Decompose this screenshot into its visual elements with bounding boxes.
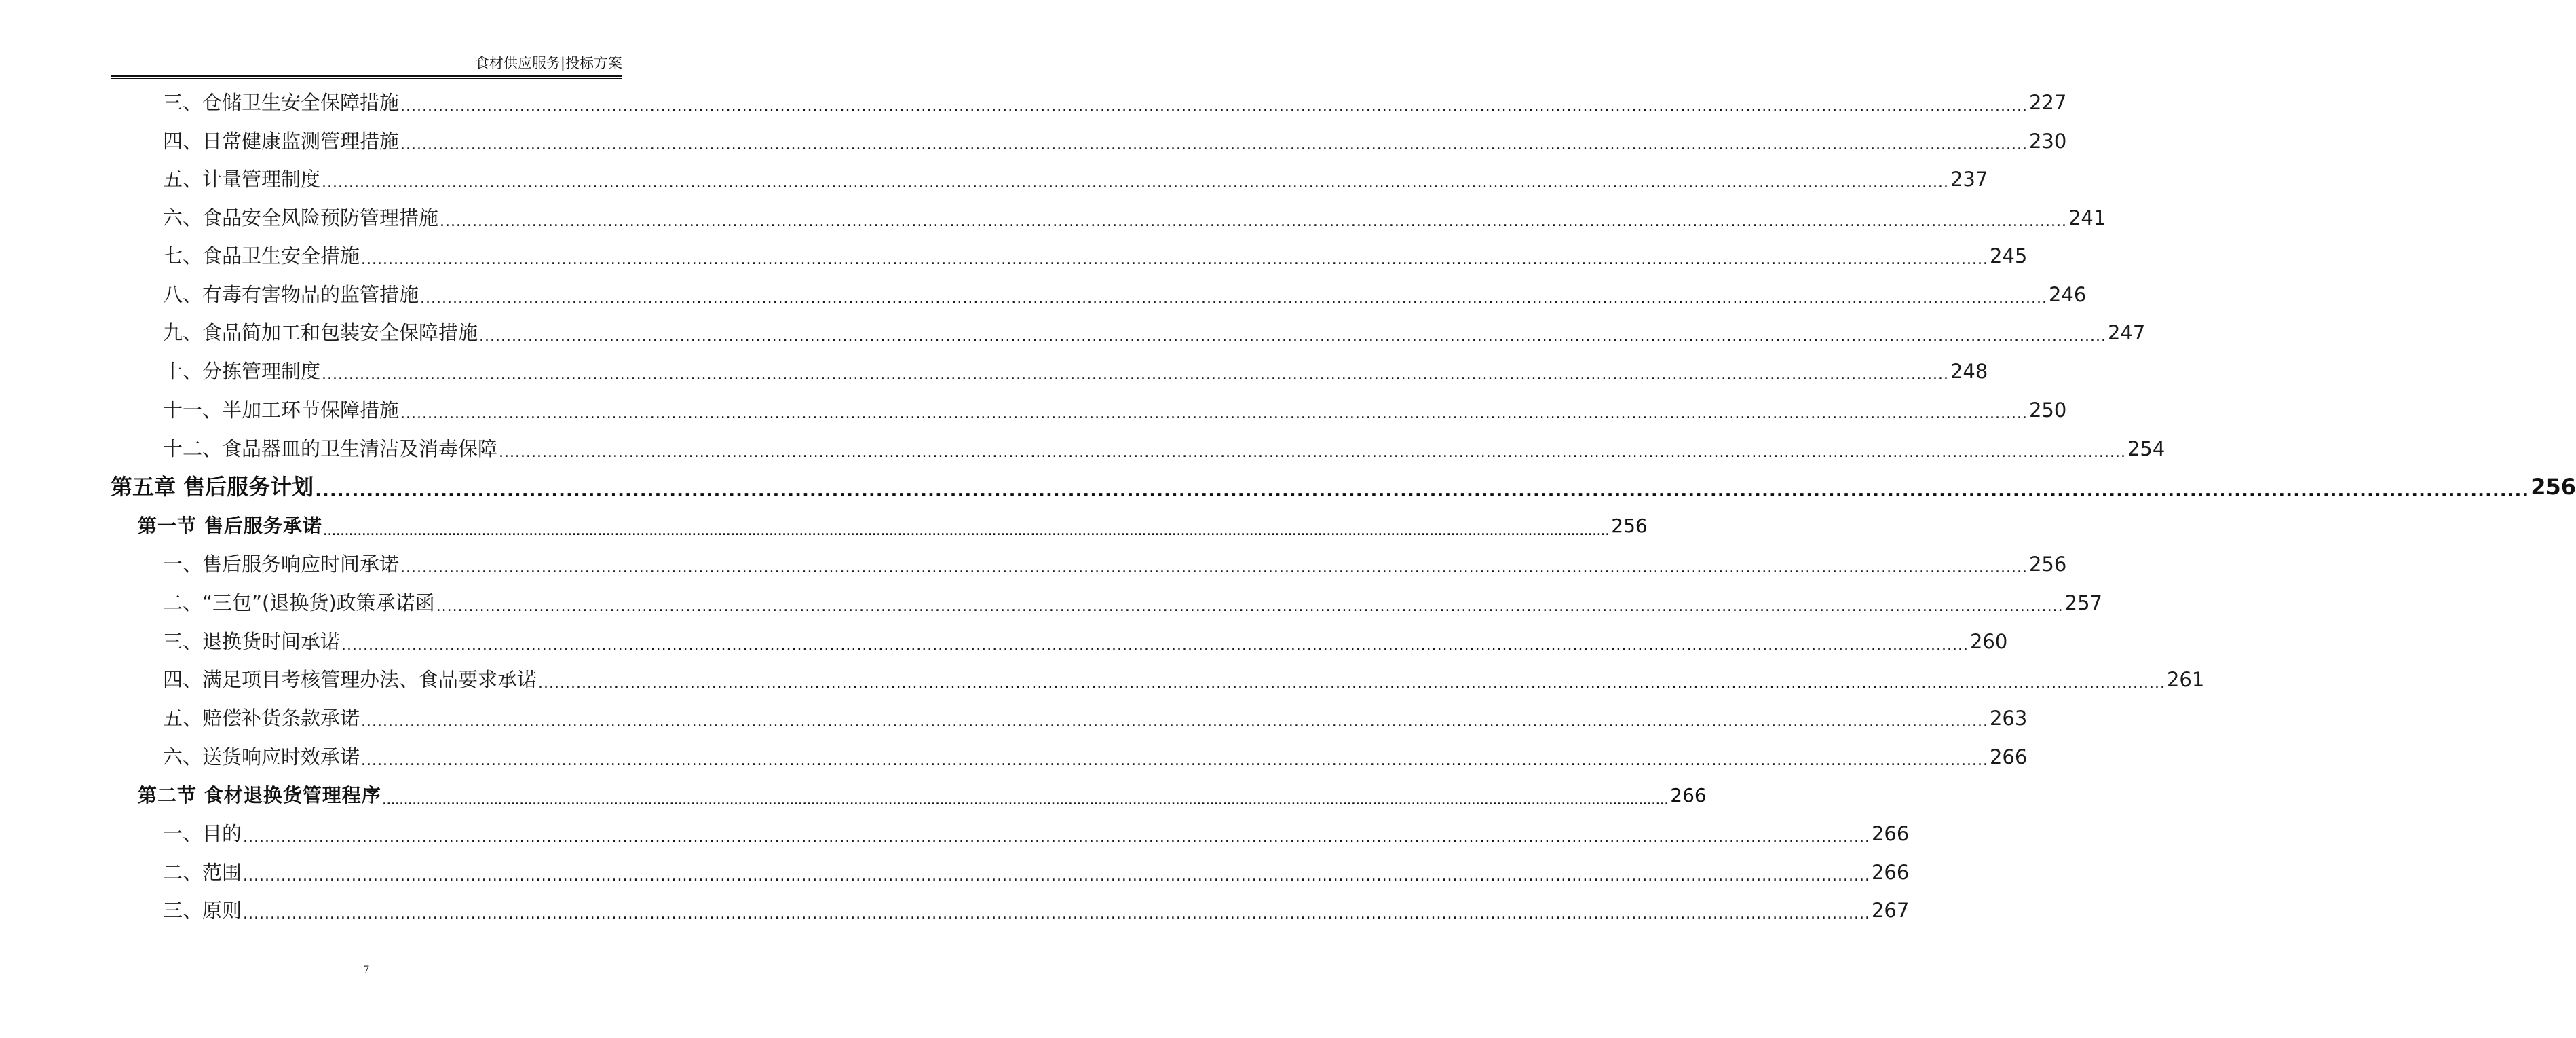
toc-leader-dots: ............................................................................................................................................................................................................................................................................................................ [538,675,2165,692]
toc-leader-dots: ............................................................................................................................................................................................................................................................................................................ [322,367,1949,384]
toc-entry[interactable] [163,859,1910,886]
toc-entry-title: 九、食品简加工和包装安全保障措施 [163,321,478,344]
toc-leader-dots: ............................................................................................................................................................................................................................................................................................................ [440,213,2067,230]
toc-leader-dots: ............................................................................................................................................................................................................................................................................................................ [243,868,1870,885]
header-rule-thick [111,75,622,77]
toc-entry-page: 250 [2028,398,2067,422]
toc-entry-title: 四、满足项目考核管理办法、食品要求承诺 [163,668,537,691]
toc-entry[interactable] [163,319,2146,346]
toc-entry[interactable] [163,128,2067,155]
toc-section-entry[interactable] [138,782,1707,809]
header-rule-thin [111,78,622,79]
header-title: 食材供应服务|投标方案 [474,55,622,71]
toc-leader-dots: ............................................................................................................................................................................................................................................................................................................ [420,290,2047,307]
toc-entry-title: 三、退换货时间承诺 [163,630,341,653]
toc-entry-page: 256 [2028,553,2067,576]
toc-entry-title: 十、分拣管理制度 [163,360,321,383]
toc-entry-page: 254 [2127,437,2165,460]
toc-entry-page: 263 [1989,707,2028,730]
toc-entry-page: 230 [2028,130,2067,153]
toc-entry[interactable] [163,743,2028,771]
toc-entry-page: 247 [2107,321,2146,344]
toc-leader-dots: ............................................................................................................................................................................................................................................................................................................ [436,598,2064,615]
page-number: 7 [363,965,370,976]
toc-entry-page: 267 [1871,899,1910,922]
toc-entry-page: 256 [1611,515,1648,537]
toc-entry[interactable] [163,589,2102,616]
toc-entry[interactable] [163,897,1910,924]
toc-entry-title: 六、食品安全风险预防管理措施 [163,206,439,229]
toc-section-entry[interactable] [138,513,1648,540]
toc-leader-dots: ............................................................................................................................................................................................................................................................................................................ [361,752,1988,769]
toc-entry[interactable] [163,89,2067,116]
toc-entry[interactable] [163,166,1988,193]
toc-entry[interactable] [163,666,2205,693]
toc-entry[interactable] [163,358,1988,385]
toc-entry-page: 257 [2064,591,2102,614]
toc-leader-dots: ............................................................................................................................................................................................................................................................................................................ [382,796,1669,807]
toc-leader-dots: ............................................................................................................................................................................................................................................................................................................ [323,527,1610,538]
toc-entry[interactable] [163,551,2067,578]
toc-leader-dots: ............................................................................................................................................................................................................................................................................................................ [322,174,1949,191]
toc-entry[interactable] [163,281,2087,308]
toc-entry-page: 266 [1989,745,2028,768]
toc-entry-title: 一、目的 [163,822,242,845]
toc-entry-page: 245 [1989,244,2028,267]
toc-entry-title: 第五章 售后服务计划 [111,474,314,500]
toc-entry-title: 一、售后服务响应时间承诺 [163,553,400,576]
toc-leader-dots: ............................................................................................................................................................................................................................................................................................................ [400,136,2028,153]
toc-leader-dots: ............................................................................................................................................................................................................................................................................................................ [499,444,2126,461]
toc-leader-dots: ............................................................................................................................................................................................................................................................................................................ [243,906,1870,923]
toc-entry-title: 六、送货响应时效承诺 [163,745,360,768]
toc-entry-page: 246 [2048,283,2087,306]
toc-entry-title: 第二节 食材退换货管理程序 [138,784,381,807]
toc-entry-page: 237 [1950,168,1988,191]
toc-entry[interactable] [163,820,1910,847]
toc-entry-title: 五、赔偿补货条款承诺 [163,707,360,730]
toc-chapter-entry[interactable] [111,472,2576,502]
toc-entry-page: 248 [1950,360,1988,383]
toc-leader-dots: ............................................................................................................................................................................................................................................................................................................ [400,98,2028,115]
toc-entry-title: 三、原则 [163,899,242,922]
page-header [111,53,622,77]
toc-entry-title: 五、计量管理制度 [163,168,321,191]
toc-entry[interactable] [163,628,2008,655]
toc-leader-dots: ............................................................................................................................................................................................................................................................................................................ [361,251,1988,268]
toc-entry-title: 七、食品卫生安全措施 [163,244,360,267]
toc-entry-title: 三、仓储卫生安全保障措施 [163,91,400,114]
toc-leader-dots: ............................................................................................................................................................................................................................................................................................................ [479,328,2106,345]
toc-entry-page: 266 [1871,861,1910,884]
toc-entry-title: 二、“三包”(退换货)政策承诺函 [163,591,435,614]
toc-entry-title: 十二、食品器皿的卫生清洁及消毒保障 [163,437,498,460]
toc-entry[interactable] [163,204,2106,231]
toc-leader-dots: ............................................................................................................................................................................................................................................................................................................ [400,559,2028,576]
toc-entry-title: 第一节 售后服务承诺 [138,515,322,537]
toc-entry-page: 266 [1871,822,1910,845]
toc-leader-dots: ............................................................................................................................................................................................................................................................................................................ [361,713,1988,730]
toc-entry[interactable] [163,242,2028,270]
toc-entry-page: 241 [2068,206,2106,229]
toc-entry-page: 260 [1969,630,2008,653]
toc-leader-dots: ............................................................................................................................................................................................................................................................................................................ [400,405,2028,422]
toc-entry[interactable] [163,396,2067,424]
toc-entry-title: 二、范围 [163,861,242,884]
toc-entry-title: 八、有毒有害物品的监管措施 [163,283,419,306]
toc-entry-page: 227 [2028,91,2067,114]
toc-entry-title: 十一、半加工环节保障措施 [163,398,400,422]
toc-leader-dots: ............................................................................................................................................................................................................................................................................................................ [243,829,1870,846]
toc-entry[interactable] [163,705,2028,732]
toc-entry-page: 266 [1670,784,1707,807]
toc-entry-page: 256 [2531,474,2576,500]
toc-entry[interactable] [163,435,2165,462]
toc-leader-dots: ............................................................................................................................................................................................................................................................................................................ [341,637,1969,654]
toc-entry-title: 四、日常健康监测管理措施 [163,130,400,153]
toc-entry-page: 261 [2166,668,2205,691]
toc-leader-dots: ............................................................................................................................................................................................................................................................................................................ [315,481,2530,501]
